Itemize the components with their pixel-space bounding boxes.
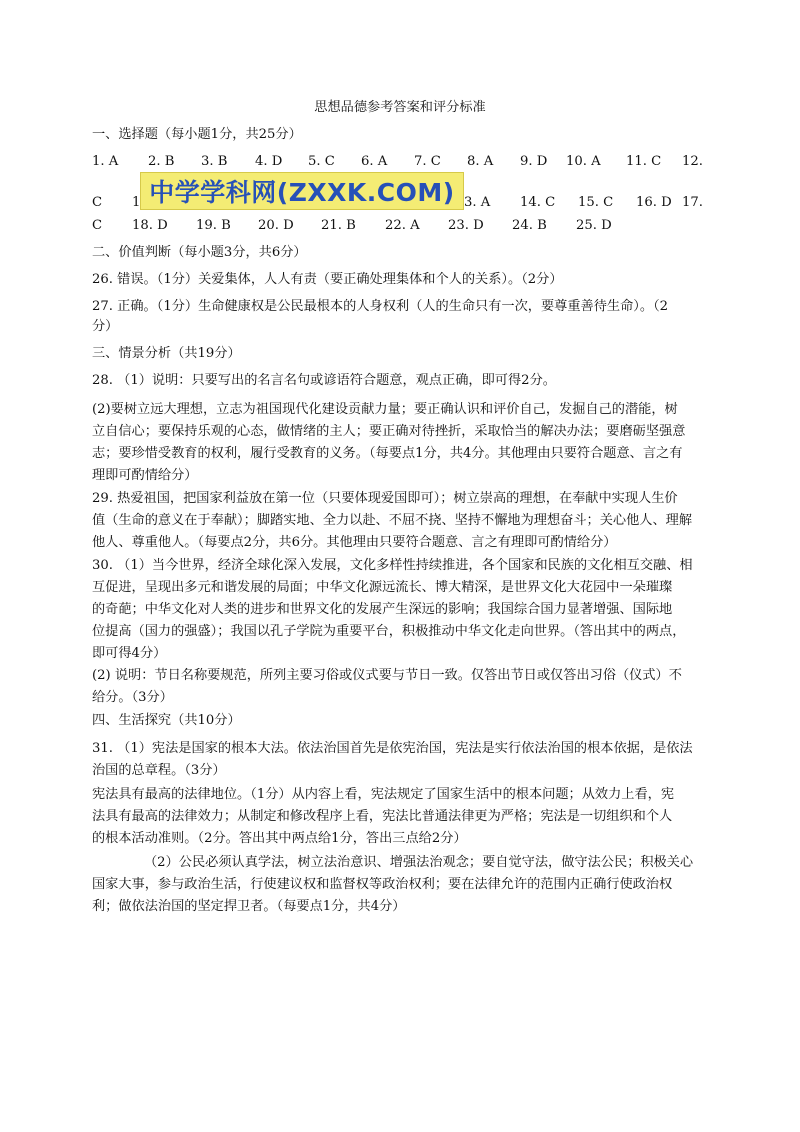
mc-answer: 12.: [682, 154, 703, 169]
mc-answer: 9. D: [520, 154, 548, 169]
answer-line: 宪法具有最高的法律地位。（1分）从内容上看，宪法规定了国家生活中的根本问题；从效力上看，宪: [92, 787, 675, 802]
watermark-banner: [140, 172, 464, 210]
answer-q30-2: [92, 665, 708, 709]
mc-answer: 15. C: [578, 195, 614, 210]
mc-answer: 6. A: [361, 154, 388, 169]
answer-line: 他人、尊重他人。（每要点2分，共6分。其他理由只要符合题意、言之有理即可酌情给分）: [92, 535, 617, 550]
answer-q31-2: [92, 852, 708, 918]
answer-q31-1: [92, 738, 708, 782]
answer-line: 29. 热爱祖国，把国家利益放在第一位（只要体现爱国即可）；树立崇高的理想，在奉献中实现人生价: [92, 491, 678, 506]
answer-line: (2)要树立远大理想，立志为祖国现代化建设贡献力量；要正确认识和评价自己，发掘自己的潜能，树: [92, 402, 678, 417]
answer-line: 立自信心；要保持乐观的心态，做情绪的主人；要正确对待挫折，采取恰当的解决办法；要磨砺坚强意: [92, 424, 686, 439]
answer-line: 法具有最高的法律效力；从制定和修改程序上看，宪法比普通法律更为严格；宪法是一切组织和个人: [92, 809, 673, 824]
mc-answer: 4. D: [255, 154, 283, 169]
answer-q31-1-continued: [92, 784, 708, 850]
watermark-text: 中学学科网(ZXXK.COM): [149, 178, 455, 207]
section-heading-scenario: 三、情景分析（共19分）: [92, 346, 241, 361]
mc-answer: 21. B: [321, 218, 356, 233]
answer-line: 治国的总章程。（3分）: [92, 763, 226, 778]
document-title: 思想品德参考答案和评分标准: [314, 100, 486, 115]
answer-line: 的根本活动准则。（2分。答出其中两点给1分，答出三点给2分）: [92, 831, 467, 846]
mc-answer: 8. A: [467, 154, 494, 169]
answer-line: 给分。（3分）: [92, 690, 173, 705]
section-heading-choice: 一、选择题（每小题1分，共25分）: [92, 127, 302, 142]
answer-line: (2) 说明：节日名称要规范，所列主要习俗或仪式要与节日一致。仅答出节日或仅答出习俗（仪式）不: [92, 668, 682, 683]
mc-answer: 17.: [682, 195, 703, 210]
answer-line: 27. 正确。（1分）生命健康权是公民最根本的人身权利（人的生命只有一次，要尊重善待生命）。（2: [92, 299, 669, 314]
answer-line: 分）: [92, 319, 119, 334]
answer-line: 31. （1）宪法是国家的根本大法。依法治国首先是依宪治国，宪法是实行依法治国的根本依据，是依法: [92, 741, 693, 756]
mc-answer: 1: [132, 195, 141, 210]
mc-answer: 14. C: [520, 195, 556, 210]
answer-line: 位提高（国力的强盛）；我国以孔子学院为重要平台，积极推动中华文化走向世界。（答出其中的两点，: [92, 624, 686, 639]
mc-answer: 24. B: [512, 218, 547, 233]
answer-line: （2）公民必须认真学法，树立法治意识、增强法治观念；要自觉守法，做守法公民；积极关心: [144, 855, 694, 870]
answer-line: 的奇葩；中华文化对人类的进步和世界文化的发展产生深远的影响；我国综合国力显著增强、国际地: [92, 602, 673, 617]
answer-line: 国家大事，参与政治生活，行使建议权和监督权等政治权利；要在法律允许的范围内正确行使政治权: [92, 877, 673, 892]
answer-line: 利；做依法治国的坚定捍卫者。（每要点1分，共4分）: [92, 899, 406, 914]
answer-q26: 26. 错误。（1分）关爱集体，人人有责（要正确处理集体和个人的关系）。（2分）: [92, 272, 563, 287]
answer-q27: [92, 297, 708, 337]
mc-answer: 16. D: [636, 195, 672, 210]
mc-answer: 5. C: [308, 154, 335, 169]
answer-line: 志；要珍惜受教育的权利，履行受教育的义务。（每要点1分，共4分。其他理由只要符合题意、言之有: [92, 446, 683, 461]
mc-answer: 2. B: [148, 154, 175, 169]
mc-answer: C: [92, 218, 103, 233]
mc-answer: 3. B: [201, 154, 228, 169]
answer-q28-2: [92, 399, 708, 487]
mc-answer: 7. C: [414, 154, 441, 169]
mc-answer: 22. A: [385, 218, 420, 233]
answer-line: 即可得4分）: [92, 646, 167, 661]
mc-answer: 19. B: [196, 218, 231, 233]
mc-answer: 3. A: [464, 195, 491, 210]
answer-q29: [92, 488, 708, 554]
mc-answer: 1. A: [92, 154, 119, 169]
section-heading-judgment: 二、价值判断（每小题3分，共6分）: [92, 245, 307, 260]
answer-line: 理即可酌情给分）: [92, 468, 198, 483]
mc-answer: 20. D: [258, 218, 294, 233]
answer-line: 值（生命的意义在于奉献）；脚踏实地、全力以赴、不屈不挠、坚持不懈地为理想奋斗；关心他人、理解: [92, 513, 693, 528]
answer-q30-1: [92, 555, 708, 665]
answer-line: 30. （1）当今世界，经济全球化深入发展，文化多样性持续推进，各个国家和民族的文化相互交融、相: [92, 558, 693, 573]
mc-answer: 23. D: [448, 218, 484, 233]
mc-answer: 18. D: [132, 218, 168, 233]
mc-answer: 11. C: [626, 154, 662, 169]
section-heading-inquiry: 四、生活探究（共10分）: [92, 713, 241, 728]
answer-q28-1: 28. （1）说明：只要写出的名言名句或谚语符合题意，观点正确，即可得2分。: [92, 373, 556, 388]
mc-answer: 25. D: [576, 218, 612, 233]
mc-answer: C: [92, 195, 103, 210]
mc-answer: 10. A: [566, 154, 601, 169]
answer-line: 互促进，呈现出多元和谐发展的局面；中华文化源远流长、博大精深，是世界文化大花园中一朵璀璨: [92, 580, 673, 595]
